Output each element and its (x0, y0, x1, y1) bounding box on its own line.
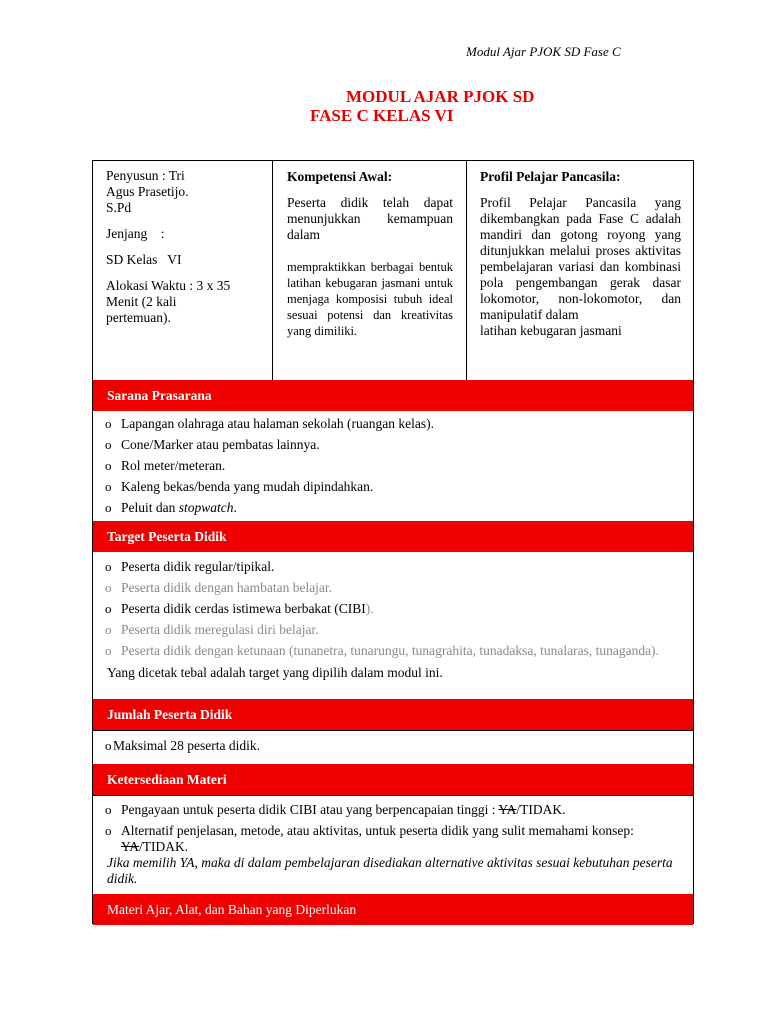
sarana-heading: Sarana Prasarana (93, 380, 693, 411)
jumlah-heading: Jumlah Peserta Didik (93, 699, 693, 730)
ketersediaan-heading: Ketersediaan Materi (93, 764, 693, 795)
list-item: o Peluit dan stopwatch. (93, 500, 693, 516)
target-note: Yang dicetak tebal adalah target yang dipilih dalam modul ini. (107, 665, 443, 680)
kompetensi-text-2: mempraktikkan berbagai bentuk latihan kebugaran jasmani untuk menjaga komposisi tubuh ideal sesuai potensi dan kreativitas yang dimiliki. (287, 260, 453, 338)
list-item: o Maksimal 28 peserta didik. (93, 738, 693, 754)
kelas-label: SD Kelas VI (106, 252, 182, 267)
jumlah-list (93, 738, 693, 759)
bullet-icon: o (105, 559, 112, 574)
module-table (92, 160, 694, 924)
list-item: o Peserta didik meregulasi diri belajar. (93, 622, 693, 638)
kompetensi-cell (273, 161, 467, 380)
penyusun-line: S.Pd (106, 200, 132, 215)
kompetensi-text-1: Peserta didik telah dapat menunjukkan kemampuan dalam (287, 195, 453, 242)
ya-option: YA (121, 839, 140, 854)
document-title-line2: FASE C KELAS VI (310, 106, 454, 125)
list-item: o Cone/Marker atau pembatas lainnya. (93, 437, 693, 453)
divider (93, 795, 693, 796)
penyusun-line: Agus Prasetijo. (106, 184, 189, 199)
bullet-icon: o (105, 458, 112, 473)
stopwatch-text: stopwatch (178, 500, 234, 515)
bullet-icon: o (105, 643, 112, 658)
bullet-icon: o (105, 622, 112, 637)
bullet-icon: o (105, 580, 112, 595)
list-item: o Lapangan olahraga atau halaman sekolah (ruangan kelas). (93, 416, 693, 432)
materi-ajar-heading: Materi Ajar, Alat, dan Bahan yang Diperlukan (93, 894, 693, 925)
penyusun-line: Penyusun : Tri (106, 168, 185, 183)
profil-cell (467, 161, 693, 380)
document-title-line1: MODUL AJAR PJOK SD (346, 87, 535, 106)
sarana-list (93, 416, 693, 521)
bullet-icon: o (105, 601, 112, 616)
alokasi-line: Menit (2 kali (106, 294, 177, 309)
divider (93, 730, 693, 731)
list-item: o Alternatif penjelasan, metode, atau aktivitas, untuk peserta didik yang sulit memahami konsep: YA/TIDAK. (93, 823, 693, 855)
jenjang-label: Jenjang : (106, 226, 165, 241)
alokasi-line: Alokasi Waktu : 3 x 35 (106, 278, 231, 293)
bullet-icon: o (105, 802, 112, 817)
target-list (93, 559, 693, 681)
target-heading: Target Peserta Didik (93, 521, 693, 552)
running-header: Modul Ajar PJOK SD Fase C (466, 44, 621, 59)
list-item: o Pengayaan untuk peserta didik CIBI atau yang berpencapaian tinggi : YA/TIDAK. (93, 802, 693, 818)
bullet-icon: o (105, 479, 112, 494)
profil-text-1: Profil Pelajar Pancasila yang dikembangkan pada Fase C adalah mandiri dan gotong royong yang ditunjukkan melalui proses aktivitas pembelajaran variasi dan kombinasi pola pengembangan gerak dasar lokomotor, non-lokomotor, dan manipulatif dalam (480, 195, 681, 322)
ya-option: YA (498, 802, 517, 817)
bullet-icon: o (105, 738, 112, 753)
alokasi-line: pertemuan). (106, 310, 171, 325)
bullet-icon: o (105, 823, 112, 838)
list-item: o Kaleng bekas/benda yang mudah dipindahkan. (93, 479, 693, 495)
identity-cell (93, 161, 273, 380)
bullet-icon: o (105, 437, 112, 452)
list-item: o Peserta didik regular/tipikal. (93, 559, 693, 575)
profil-text-2: latihan kebugaran jasmani (480, 323, 622, 338)
profil-heading: Profil Pelajar Pancasila: (480, 169, 621, 184)
ketersediaan-list (93, 802, 693, 887)
list-item: o Peserta didik dengan ketunaan (tunanetra, tunarungu, tunagrahita, tunadaksa, tunalaras, tunaganda). (93, 643, 693, 659)
list-item: o Peserta didik dengan hambatan belajar. (93, 580, 693, 596)
kompetensi-heading: Kompetensi Awal: (287, 169, 393, 184)
list-item: o Peserta didik cerdas istimewa berbakat (CIBI). (93, 601, 693, 617)
bullet-icon: o (105, 416, 112, 431)
list-item: o Rol meter/meteran. (93, 458, 693, 474)
ketersediaan-note: Jika memilih YA, maka di dalam pembelajaran disediakan alternative aktivitas sesuai kebutuhan peserta didik. (107, 855, 673, 886)
bullet-icon: o (105, 500, 112, 515)
